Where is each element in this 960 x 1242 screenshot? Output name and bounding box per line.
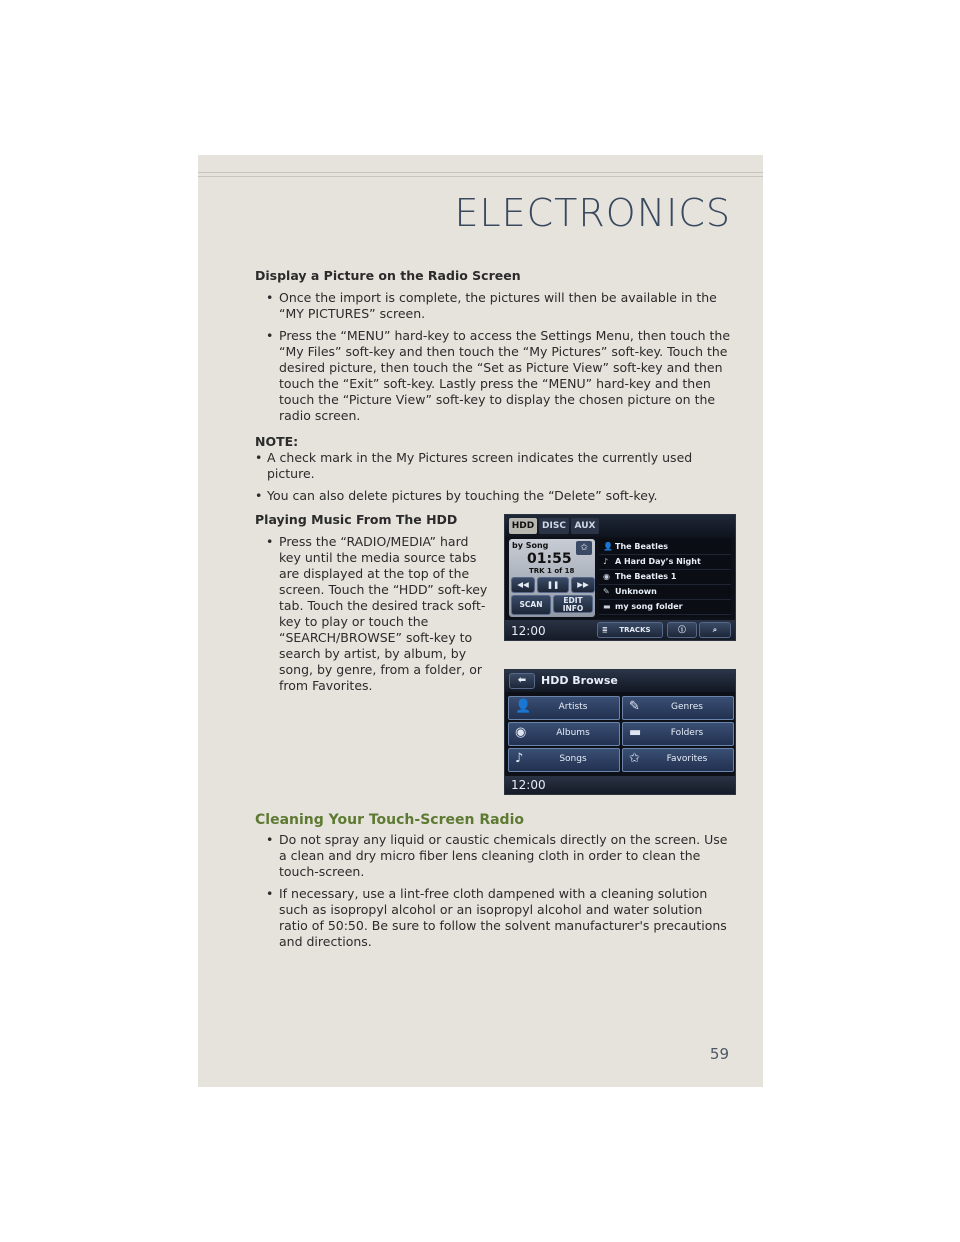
info-icon[interactable]: ⓘ [667,622,697,638]
back-arrow-icon[interactable]: ⬅ [509,673,535,689]
folder-icon: ▬ [629,725,642,740]
rewind-button[interactable]: ◀◀ [511,577,535,593]
hdd-player-screen [504,514,736,641]
source-tabbar [505,515,735,537]
artist-icon: 👤 [603,542,613,551]
songs-button[interactable]: ♪ Songs [508,748,620,772]
guitar-icon: ✎ [629,699,640,714]
favorite-icon: ✩ [629,751,640,766]
scan-button[interactable]: SCAN [511,595,551,615]
artists-button[interactable]: 👤 Artists [508,696,620,720]
cleaning-section [255,812,735,956]
artist-icon: 👤 [515,699,532,714]
genres-button[interactable]: ✎ Genres [622,696,734,720]
browse-title: HDD Browse [541,674,618,687]
edit-info-button[interactable] [553,595,593,613]
song-icon: ♪ [603,557,609,566]
bottom-bar [505,776,735,794]
mode-label: by Song [512,541,549,550]
list-item[interactable]: 👤 The Beatles [599,539,731,555]
info-label: INFO [562,604,584,613]
hdd-bullet: • Press the “RADIO/MEDIA” hard key until the media source tabs are displayed at the top of the screen. Touch the “HDD” soft-key tab. Touch the desired track soft-key to play or touch the “SEARCH/BROWSE” soft-key to search by artist, by album, by song, by genre, from a folder, or from Favorites. [255,534,491,694]
tab-hdd[interactable]: HDD [509,518,537,534]
folder-icon: ▬ [603,602,611,611]
hdd-heading: Playing Music From The HDD [255,512,458,527]
top-rule [198,172,763,173]
elapsed-time: 01:55 [527,551,572,567]
folders-button[interactable]: ▬ Folders [622,722,734,746]
list-item[interactable]: ◉ The Beatles 1 [599,569,731,585]
track-counter: TRK 1 of 18 [529,567,575,575]
cleaning-heading: Cleaning Your Touch-Screen Radio [255,812,524,828]
cleaning-bullet-2: • If necessary, use a lint-free cloth dampened with a cleaning solution such as isopropyl alcohol or an isopropyl alcohol and water solution ratio of 50:50. Be sure to follow the solvent manufacturer's precautions and directions. [255,886,735,950]
tab-aux[interactable]: AUX [571,518,599,534]
list-item[interactable]: ▬ my song folder [599,599,731,615]
forward-button[interactable]: ▶▶ [571,577,595,593]
list-item[interactable]: ♪ A Hard Day’s Night [599,554,731,570]
track-info-list [599,539,731,617]
section-title: ELECTRONICS [454,191,731,235]
display-picture-bullet-1: • Once the import is complete, the pictures will then be available in the “MY PICTURES” screen. [255,290,735,322]
disc-icon: ◉ [515,725,527,740]
favorite-icon[interactable]: ✩ [576,541,592,555]
pause-button[interactable]: ❚❚ [537,577,569,593]
note-item-2: • You can also delete pictures by touching the “Delete” soft-key. [255,488,735,504]
tracks-button[interactable]: ≣ TRACKS [597,622,663,638]
now-playing-panel [509,539,595,617]
album-icon: ◉ [603,572,610,581]
list-item[interactable]: ✎ Unknown [599,584,731,600]
list-icon: ≣ [602,626,608,634]
browse-header [505,670,735,692]
display-picture-heading: Display a Picture on the Radio Screen [255,268,521,283]
note-label: NOTE: [255,434,299,449]
search-icon[interactable]: ⌕ [699,622,731,638]
clock: 12:00 [511,624,546,638]
display-picture-bullet-2: • Press the “MENU” hard-key to access the Settings Menu, then touch the “My Files” soft-key and then touch the “My Pictures” soft-key. Touch the desired picture, then touch the “Set as Picture View” soft-key and then touch the “Exit” soft-key. Lastly press the “MENU” hard-key and then touch the “Picture View” soft-key to display the chosen picture on the radio screen. [255,328,735,424]
bottom-bar [505,620,735,640]
edit-label: EDIT [563,596,583,605]
favorites-button[interactable]: ✩ Favorites [622,748,734,772]
tab-disc[interactable]: DISC [539,518,569,534]
clock: 12:00 [511,778,546,792]
hdd-browse-screen [504,669,736,795]
albums-button[interactable]: ◉ Albums [508,722,620,746]
manual-page [198,155,763,1087]
page-number: 59 [709,1045,729,1063]
genre-icon: ✎ [603,587,610,596]
cleaning-bullet-1: • Do not spray any liquid or caustic chemicals directly on the screen. Use a clean and dry micro fiber lens cleaning cloth in order to clean the touch-screen. [255,832,735,880]
note-icon: ♪ [515,751,524,766]
note-item-1: • A check mark in the My Pictures screen indicates the currently used picture. [255,450,735,482]
top-rule-2 [198,176,763,177]
